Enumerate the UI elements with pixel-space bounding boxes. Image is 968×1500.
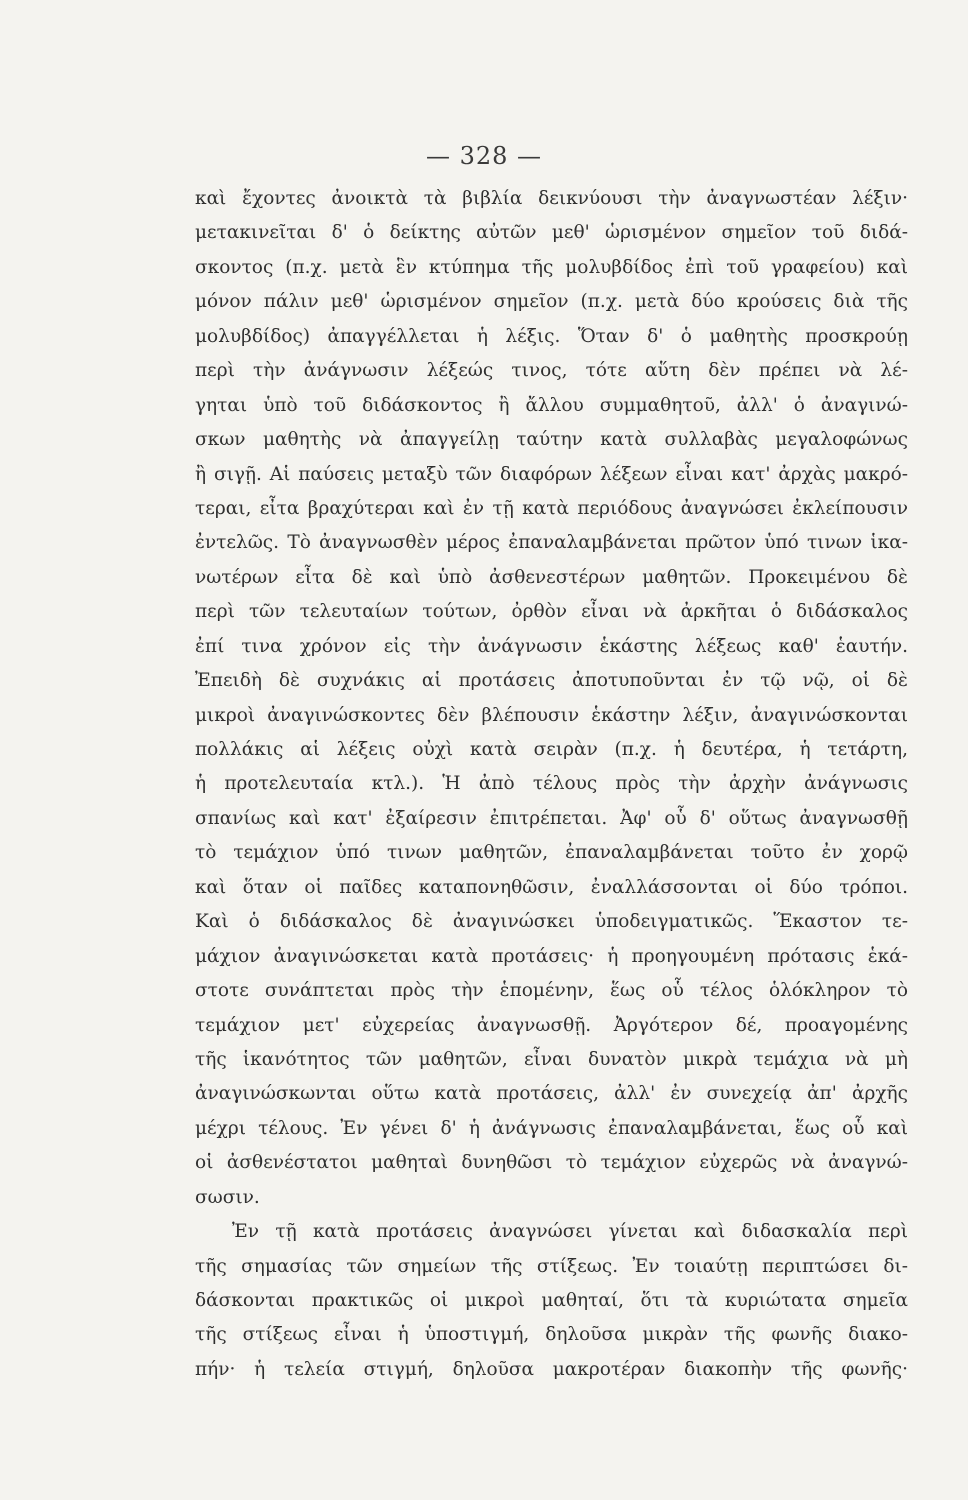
text-line: μικροὶ ἀναγινώσκοντες δὲν βλέπουσιν ἑκάστην λέξιν, ἀναγινώσκονται xyxy=(195,704,908,726)
text-line: ἐπί τινα χρόνον εἰς τὴν ἀνάγνωσιν ἑκάστης λέξεως καθ' ἑαυτήν. xyxy=(195,635,908,657)
text-line: τῆς στίξεως εἶναι ἡ ὑποστιγμή, δηλοῦσα μικρὰν τῆς φωνῆς διακο- xyxy=(195,1324,908,1346)
text-line: πολλάκις αἱ λέξεις οὐχὶ κατὰ σειρὰν (π.χ. ἡ δευτέρα, ἡ τετάρτη, xyxy=(195,739,908,760)
text-line: μολυβδίδος) ἀπαγγέλλεται ἡ λέξις. Ὅταν δ' ὁ μαθητὴς προσκρούῃ xyxy=(195,325,908,347)
text-line: μέχρι τέλους. Ἐν γένει δ' ἡ ἀνάγνωσις ἐπαναλαμβάνεται, ἕως οὗ καὶ xyxy=(195,1117,908,1139)
text-line: σωσιν. xyxy=(195,1186,260,1208)
text-line: τεμάχιον μετ' εὐχερείας ἀναγνωσθῇ. Ἀργότερον δέ, προαγομένης xyxy=(195,1014,908,1036)
text-line: ἀναγινώσκωνται οὕτω κατὰ προτάσεις, ἀλλ' ἐν συνεχείᾳ ἀπ' ἀρχῆς xyxy=(195,1083,908,1105)
text-line: πήν· ἡ τελεία στιγμή, δηλοῦσα μακροτέραν διακοπὴν τῆς φωνῆς· xyxy=(195,1358,908,1380)
text-line: οἱ ἀσθενέστατοι μαθηταὶ δυνηθῶσι τὸ τεμάχιον εὐχερῶς νὰ ἀναγνώ- xyxy=(195,1152,908,1174)
text-line: στοτε συνάπτεται πρὸς τὴν ἑπομένην, ἕως οὗ τέλος ὁλόκληρον τὸ xyxy=(195,980,908,1002)
text-line: περὶ τὴν ἀνάγνωσιν λέξεώς τινος, τότε αὕτη δὲν πρέπει νὰ λέ- xyxy=(195,360,908,382)
body-text xyxy=(195,182,908,1387)
text-line: περὶ τῶν τελευταίων τούτων, ὀρθὸν εἶναι νὰ ἀρκῆται ὁ διδάσκαλος xyxy=(195,601,908,623)
text-line: τεραι, εἶτα βραχύτεραι καὶ ἐν τῇ κατὰ περιόδους ἀναγνώσει ἐκλείπουσιν xyxy=(195,497,908,519)
text-line: μάχιον ἀναγινώσκεται κατὰ προτάσεις· ἡ προηγουμένη πρότασις ἑκά- xyxy=(195,945,908,967)
text-line: τὸ τεμάχιον ὑπό τινων μαθητῶν, ἐπαναλαμβάνεται τοῦτο ἐν χορῷ xyxy=(195,842,908,864)
text-line: γηται ὑπὸ τοῦ διδάσκοντος ἢ ἄλλου συμμαθητοῦ, ἀλλ' ὁ ἀναγινώ- xyxy=(195,394,908,416)
text-line: μόνον πάλιν μεθ' ὡρισμένον σημεῖον (π.χ. μετὰ δύο κρούσεις διὰ τῆς xyxy=(195,291,908,313)
text-line: σπανίως καὶ κατ' ἐξαίρεσιν ἐπιτρέπεται. Ἀφ' οὗ δ' οὕτως ἀναγνωσθῇ xyxy=(195,807,908,829)
text-line: ἡ προτελευταία κτλ.). Ἡ ἀπὸ τέλους πρὸς τὴν ἀρχὴν ἀνάγνωσις xyxy=(195,773,908,795)
text-line: μετακινεῖται δ' ὁ δείκτης αὐτῶν μεθ' ὡρισμένον σημεῖον τοῦ διδά- xyxy=(195,222,908,244)
text-line: καὶ ἔχοντες ἀνοικτὰ τὰ βιβλία δεικνύουσι τὴν ἀναγνωστέαν λέξιν· xyxy=(195,188,908,209)
page-number: — 328 — xyxy=(425,142,543,170)
text-line: ἢ σιγῇ. Αἱ παύσεις μεταξὺ τῶν διαφόρων λέξεων εἶναι κατ' ἀρχὰς μακρό- xyxy=(195,463,908,485)
text-line: καὶ ὅταν οἱ παῖδες καταπονηθῶσιν, ἐναλλάσσονται οἱ δύο τρόποι. xyxy=(195,876,908,898)
text-line: Ἐπειδὴ δὲ συχνάκις αἱ προτάσεις ἀποτυποῦνται ἐν τῷ νῷ, οἱ δὲ xyxy=(195,670,908,692)
text-line: σκων μαθητὴς νὰ ἀπαγγείλῃ ταύτην κατὰ συλλαβὰς μεγαλοφώνως xyxy=(195,429,908,451)
text-line: νωτέρων εἶτα δὲ καὶ ὑπὸ ἀσθενεστέρων μαθητῶν. Προκειμένου δὲ xyxy=(195,566,908,588)
text-line: Ἐν τῇ κατὰ προτάσεις ἀναγνώσει γίνεται καὶ διδασκαλία περὶ xyxy=(232,1221,908,1243)
text-line: τῆς ἱκανότητος τῶν μαθητῶν, εἶναι δυνατὸν μικρὰ τεμάχια νὰ μὴ xyxy=(195,1048,908,1070)
text-line: σκοντος (π.χ. μετὰ ἓν κτύπημα τῆς μολυβδίδος ἐπὶ τοῦ γραφείου) καὶ xyxy=(195,256,908,278)
text-line: ἐντελῶς. Τὸ ἀναγνωσθὲν μέρος ἐπαναλαμβάνεται πρῶτον ὑπό τινων ἱκα- xyxy=(195,532,908,554)
text-line: δάσκονται πρακτικῶς οἱ μικροὶ μαθηταί, ὅτι τὰ κυριώτατα σημεῖα xyxy=(195,1290,908,1311)
text-line: τῆς σημασίας τῶν σημείων τῆς στίξεως. Ἐν τοιαύτῃ περιπτώσει δι- xyxy=(195,1255,908,1277)
text-line: Καὶ ὁ διδάσκαλος δὲ ἀναγινώσκει ὑποδειγματικῶς. Ἕκαστον τε- xyxy=(195,911,908,933)
